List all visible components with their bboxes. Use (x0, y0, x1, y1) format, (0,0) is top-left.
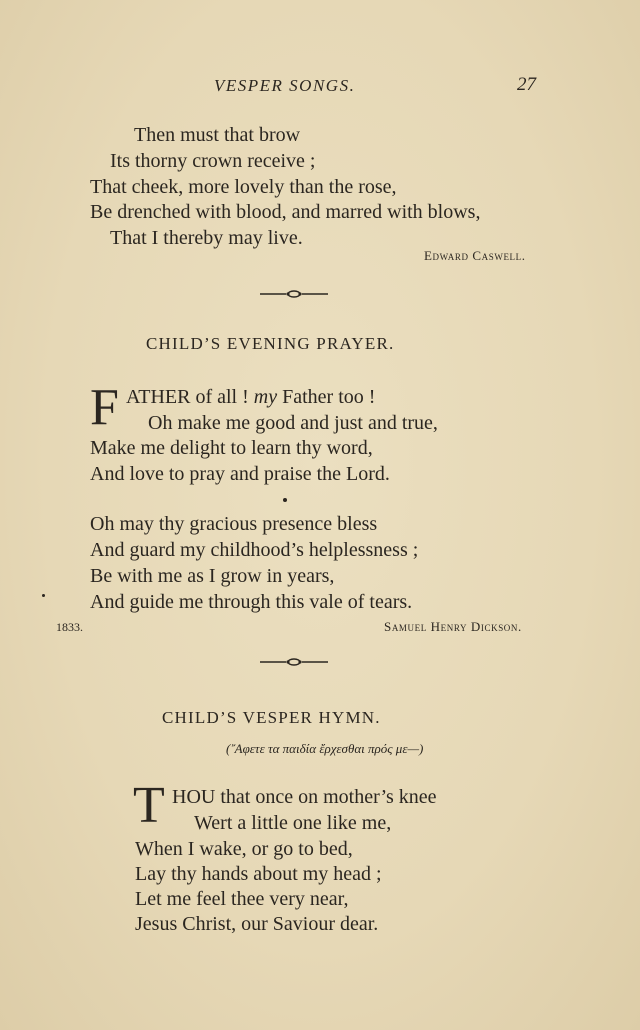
poem3-line-3: When I wake, or go to bed, (135, 838, 353, 860)
poem2-author-name: Samuel Henry Dickson. (384, 619, 522, 634)
ornament-divider-2 (258, 656, 330, 668)
poem2-drop-cap: F (90, 379, 119, 436)
poem2-title: CHILD’S EVENING PRAYER. (146, 334, 395, 353)
poem2-stanza1-line-2: Oh make me good and just and true, (148, 412, 438, 434)
poem2-stanza2-line-3: Be with me as I grow in years, (90, 565, 335, 587)
poem3-drop-cap: T (133, 777, 165, 834)
running-title: VESPER SONGS. (214, 76, 356, 95)
poem2-first-line (126, 384, 375, 410)
poem3-line-4: Lay thy hands about my head ; (135, 863, 382, 885)
poem2-stanza2-line-2: And guard my childhood’s helplessness ; (90, 539, 419, 561)
poem3-first-line: HOU that once on mother’s knee (172, 786, 437, 808)
poem3-title: CHILD’S VESPER HYMN. (162, 708, 381, 727)
poem2-first-line-start: ATHER of all ! (126, 386, 249, 408)
poem1-line-1: Then must that brow (134, 124, 301, 146)
poem1-line-3: That cheek, more lovely than the rose, (90, 176, 397, 198)
poem2-stanza1-line-3: Make me delight to learn thy word, (90, 437, 373, 459)
poem2-stanza1-line-4: And love to pray and praise the Lord. (90, 463, 390, 485)
poem1-line-2: Its thorny crown receive ; (110, 150, 316, 172)
stanza-mark (283, 498, 287, 502)
poem3-epigraph: (῎Αφετε τα παιδία ἔρχεσθαι πρός με—) (226, 741, 424, 756)
poem2-first-line-italic: my (253, 386, 278, 408)
poem2-author (384, 619, 522, 635)
poem2-first-line-end: Father too ! (282, 386, 376, 408)
poem2-stanza2-line-1: Oh may thy gracious presence bless (90, 513, 378, 535)
poem3-line-5: Let me feel thee very near, (135, 888, 349, 910)
poem3-line-2: Wert a little one like me, (194, 812, 392, 834)
poem2-stanza2-line-4: And guide me through this vale of tears. (90, 591, 413, 613)
poem1-author (424, 248, 526, 264)
poem3-line-6: Jesus Christ, our Saviour dear. (135, 913, 379, 935)
poem1-line-5: That I thereby may live. (110, 227, 303, 249)
ornament-divider (258, 288, 330, 300)
poem1-author-name: Edward Caswell. (424, 248, 526, 263)
page-number: 27 (517, 74, 536, 95)
margin-mark (42, 594, 45, 597)
poem2-year: 1833. (56, 620, 83, 634)
poem1-line-4: Be drenched with blood, and marred with blows, (90, 201, 481, 223)
